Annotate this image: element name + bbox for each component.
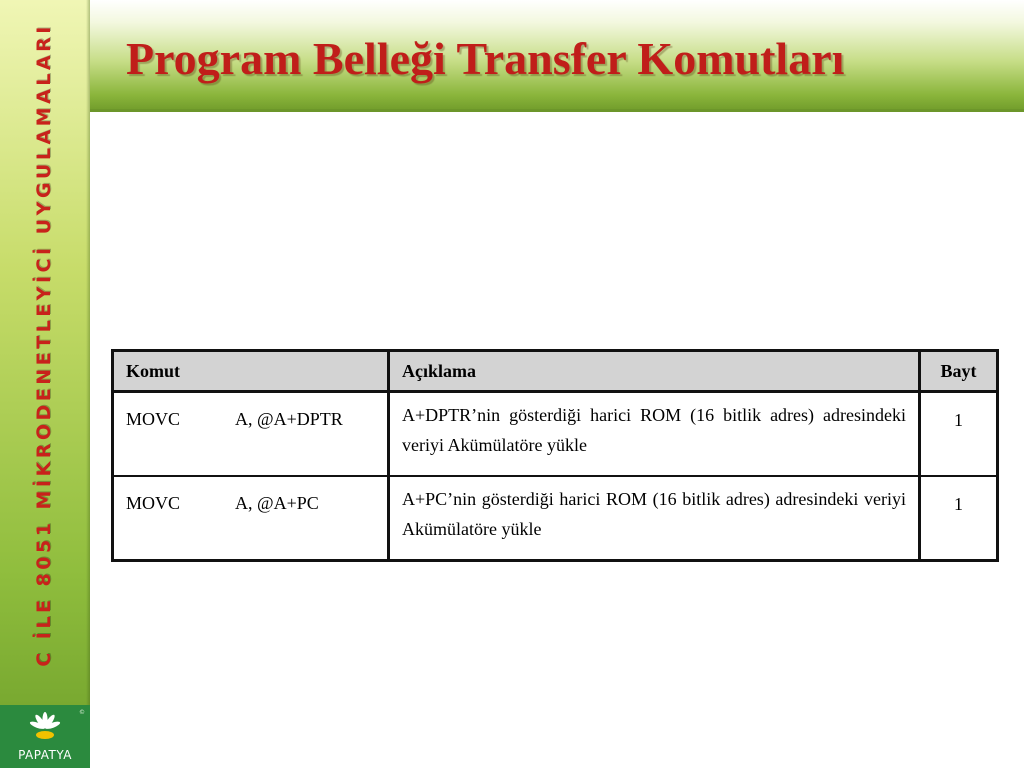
mnemonic: MOVC: [126, 493, 181, 513]
table-row: [114, 393, 996, 477]
header-bayt: Bayt: [921, 352, 996, 393]
side-band: [0, 0, 90, 768]
komut-cell: [114, 477, 390, 559]
operands: A, @A+PC: [235, 493, 319, 513]
aciklama-cell: A+DPTR’nin gösterdiği harici ROM (16 bitlik adres) adresindeki veriyi Akümülatöre yükle: [390, 393, 921, 477]
logo-text: PAPATYA: [18, 748, 72, 762]
instruction-table: [111, 349, 999, 562]
komut-cell: [114, 393, 390, 477]
daisy-icon: [22, 711, 68, 743]
side-title: C İLE 8051 MİKRODENETLEYİCİ UYGULAMALARI: [33, 23, 55, 667]
table-row: [114, 477, 996, 559]
header-komut: Komut: [114, 352, 390, 393]
mnemonic: MOVC: [126, 409, 181, 429]
papatya-logo: [0, 705, 90, 768]
header-aciklama: Açıklama: [390, 352, 921, 393]
bayt-cell: 1: [921, 393, 996, 477]
page-title: Program Belleği Transfer Komutları: [126, 33, 845, 84]
table-header-row: [114, 352, 996, 393]
bayt-cell: 1: [954, 494, 963, 514]
copyright-mark: ©: [79, 709, 85, 716]
aciklama-cell: A+PC’nin gösterdiği harici ROM (16 bitlik adres) adresindeki veriyi Akümülatöre yükle: [390, 477, 921, 559]
operands: A, @A+DPTR: [235, 409, 343, 429]
